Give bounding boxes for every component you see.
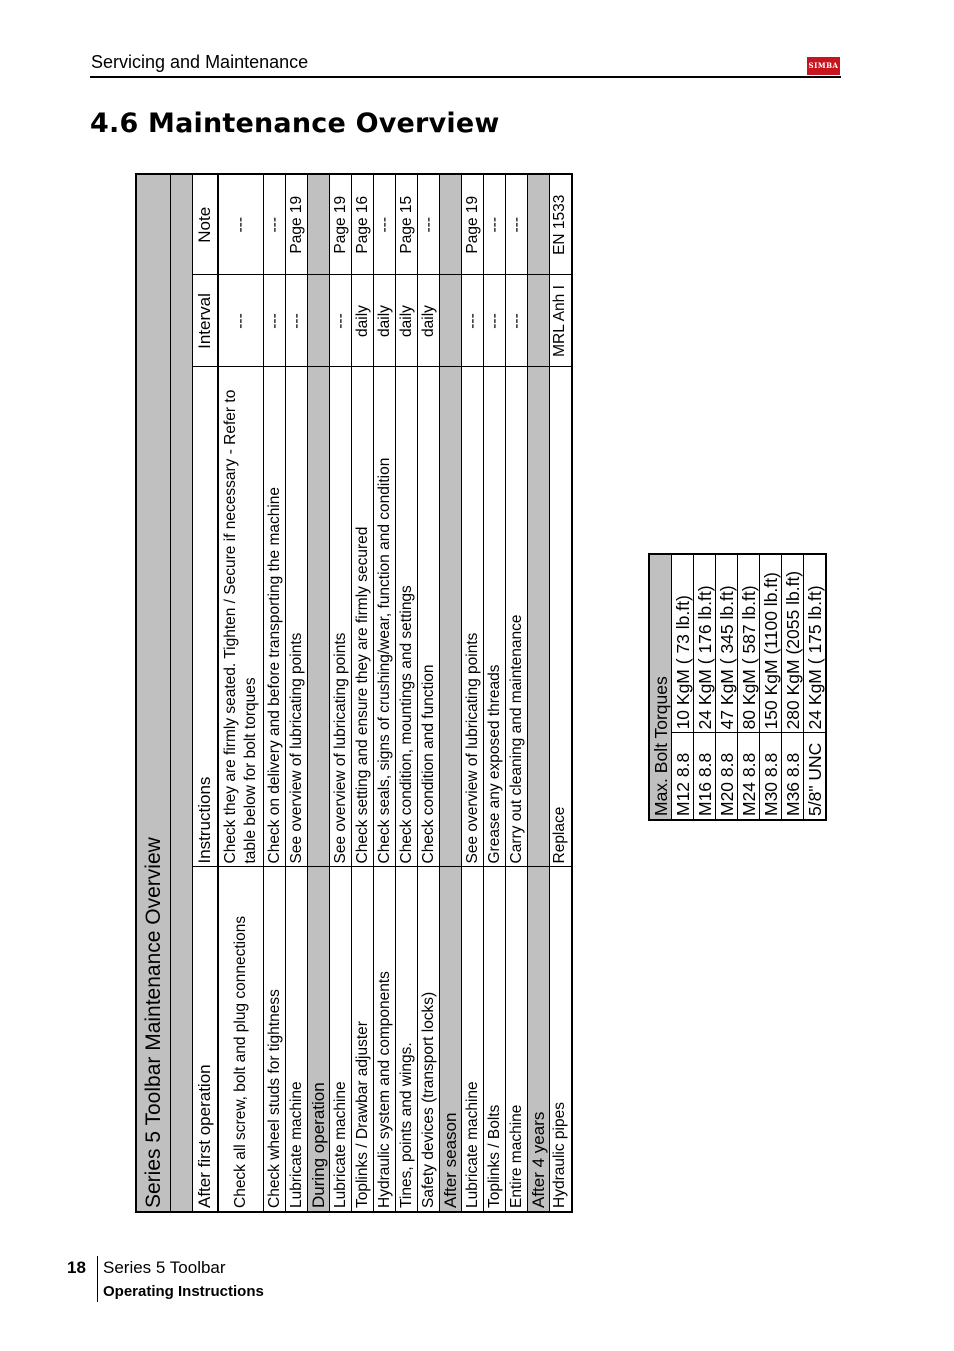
table-row <box>352 174 374 1212</box>
maintenance-table-title: Series 5 Toolbar Maintenance Overview <box>136 174 171 1212</box>
cell-interval: --- <box>506 275 528 367</box>
section-header-after-4-years: After 4 years <box>528 867 550 1212</box>
cell-instructions: See overview of lubricating points <box>330 367 352 867</box>
cell-instructions: Check they are firmly seated. Tighten / Secure if necessary - Refer to table below for bolt torques <box>218 367 264 867</box>
table-row <box>264 174 286 1212</box>
bolt-torque: 80 KgM ( 587 lb.ft) <box>738 554 760 733</box>
cell-interval: daily <box>418 275 440 367</box>
table-row <box>782 554 804 820</box>
col-header-interval: Interval <box>193 275 219 367</box>
section-fill <box>528 367 550 867</box>
cell-item: Check wheel studs for tightness <box>264 867 286 1212</box>
running-header: Servicing and Maintenance <box>91 52 309 72</box>
table-row <box>286 174 308 1212</box>
cell-interval: daily <box>374 275 396 367</box>
cell-note: --- <box>218 174 264 275</box>
bolt-torque: 47 KgM ( 345 lb.ft) <box>716 554 738 733</box>
cell-interval: --- <box>462 275 484 367</box>
bolt-size: M24 8.8 <box>738 733 760 820</box>
cell-item: Toplinks / Bolts <box>484 867 506 1212</box>
cell-item: Lubricate machine <box>462 867 484 1212</box>
page-number: 18 <box>67 1258 86 1277</box>
cell-interval: --- <box>484 275 506 367</box>
cell-note: EN 1533 <box>550 174 572 275</box>
maintenance-table <box>135 173 573 1213</box>
cell-note: Page 19 <box>286 174 308 275</box>
cell-instructions: Replace <box>550 367 572 867</box>
cell-interval: MRL Anh I <box>550 275 572 367</box>
cell-interval: daily <box>396 275 418 367</box>
cell-interval: --- <box>330 275 352 367</box>
cell-interval: daily <box>352 275 374 367</box>
cell-note: --- <box>506 174 528 275</box>
bolt-size: M12 8.8 <box>672 733 694 820</box>
table-row <box>330 174 352 1212</box>
bolt-torque-table-container <box>648 553 827 821</box>
cell-note: --- <box>484 174 506 275</box>
cell-item: Toplinks / Drawbar adjuster <box>352 867 374 1212</box>
bolt-torque: 280 KgM (2055 lb.ft) <box>782 554 804 733</box>
cell-instructions: Check condition and function <box>418 367 440 867</box>
table-row <box>672 554 694 820</box>
cell-item: Tines, points and wings. <box>396 867 418 1212</box>
bolt-torque-title: Max. Bolt Torques <box>649 554 672 820</box>
table-row <box>804 554 827 820</box>
bolt-size: 5/8" UNC <box>804 733 827 820</box>
cell-note: --- <box>418 174 440 275</box>
cell-item: Check all screw, bolt and plug connections <box>218 867 264 1212</box>
section-fill <box>440 367 462 867</box>
bolt-torque-table <box>648 553 827 821</box>
table-row <box>484 174 506 1212</box>
cell-item: Lubricate machine <box>330 867 352 1212</box>
cell-note: Page 19 <box>330 174 352 275</box>
section-header-during-operation: During operation <box>308 867 330 1212</box>
simba-logo: SIMBA <box>807 57 840 75</box>
maintenance-table-container <box>135 173 573 1213</box>
cell-note: --- <box>374 174 396 275</box>
cell-instructions: Check on delivery and before transporting the machine <box>264 367 286 867</box>
cell-item: Hydraulic system and components <box>374 867 396 1212</box>
cell-instructions: Check seals, signs of crushing/wear, function and condition <box>374 367 396 867</box>
footer-doc-type: Operating Instructions <box>103 1283 264 1300</box>
cell-item: Hydraulic pipes <box>550 867 572 1212</box>
section-fill <box>528 174 550 275</box>
cell-item: Safety devices (transport locks) <box>418 867 440 1212</box>
cell-instructions: Grease any exposed threads <box>484 367 506 867</box>
cell-instructions: Carry out cleaning and maintenance <box>506 367 528 867</box>
section-fill <box>308 367 330 867</box>
bolt-torque: 24 KgM ( 175 lb.ft) <box>804 554 827 733</box>
header-rule <box>90 76 841 78</box>
table-row <box>218 174 264 1212</box>
cell-instructions: See overview of lubricating points <box>286 367 308 867</box>
section-header-after-season: After season <box>440 867 462 1212</box>
bolt-torque: 10 KgM ( 73 lb.ft) <box>672 554 694 733</box>
section-fill <box>440 275 462 367</box>
section-fill <box>440 174 462 275</box>
table-row <box>396 174 418 1212</box>
cell-note: Page 19 <box>462 174 484 275</box>
table-row <box>462 174 484 1212</box>
cell-instructions: See overview of lubricating points <box>462 367 484 867</box>
bolt-torque: 150 KgM (1100 lb.ft) <box>760 554 782 733</box>
title-spacer <box>171 174 193 1212</box>
bolt-size: M36 8.8 <box>782 733 804 820</box>
table-row <box>716 554 738 820</box>
section-fill <box>308 275 330 367</box>
cell-instructions: Check setting and ensure they are firmly secured <box>352 367 374 867</box>
bolt-size: M16 8.8 <box>694 733 716 820</box>
cell-instructions: Check condition, mountings and settings <box>396 367 418 867</box>
cell-interval: --- <box>264 275 286 367</box>
table-row <box>418 174 440 1212</box>
section-fill <box>528 275 550 367</box>
bolt-torque: 24 KgM ( 176 lb.ft) <box>694 554 716 733</box>
cell-interval: --- <box>218 275 264 367</box>
footer-product: Series 5 Toolbar <box>103 1258 226 1277</box>
table-row <box>760 554 782 820</box>
section-fill <box>308 174 330 275</box>
cell-item: Entire machine <box>506 867 528 1212</box>
cell-interval: --- <box>286 275 308 367</box>
cell-item: Lubricate machine <box>286 867 308 1212</box>
table-row <box>738 554 760 820</box>
cell-note: Page 16 <box>352 174 374 275</box>
table-row <box>694 554 716 820</box>
col-header-item: After first operation <box>193 867 219 1212</box>
page-title: 4.6 Maintenance Overview <box>90 108 500 139</box>
bolt-size: M30 8.8 <box>760 733 782 820</box>
col-header-note: Note <box>193 174 219 275</box>
cell-note: --- <box>264 174 286 275</box>
col-header-instructions: Instructions <box>193 367 219 867</box>
table-row <box>374 174 396 1212</box>
footer-divider <box>97 1256 98 1302</box>
table-row <box>550 174 572 1212</box>
bolt-size: M20 8.8 <box>716 733 738 820</box>
cell-note: Page 15 <box>396 174 418 275</box>
table-row <box>506 174 528 1212</box>
